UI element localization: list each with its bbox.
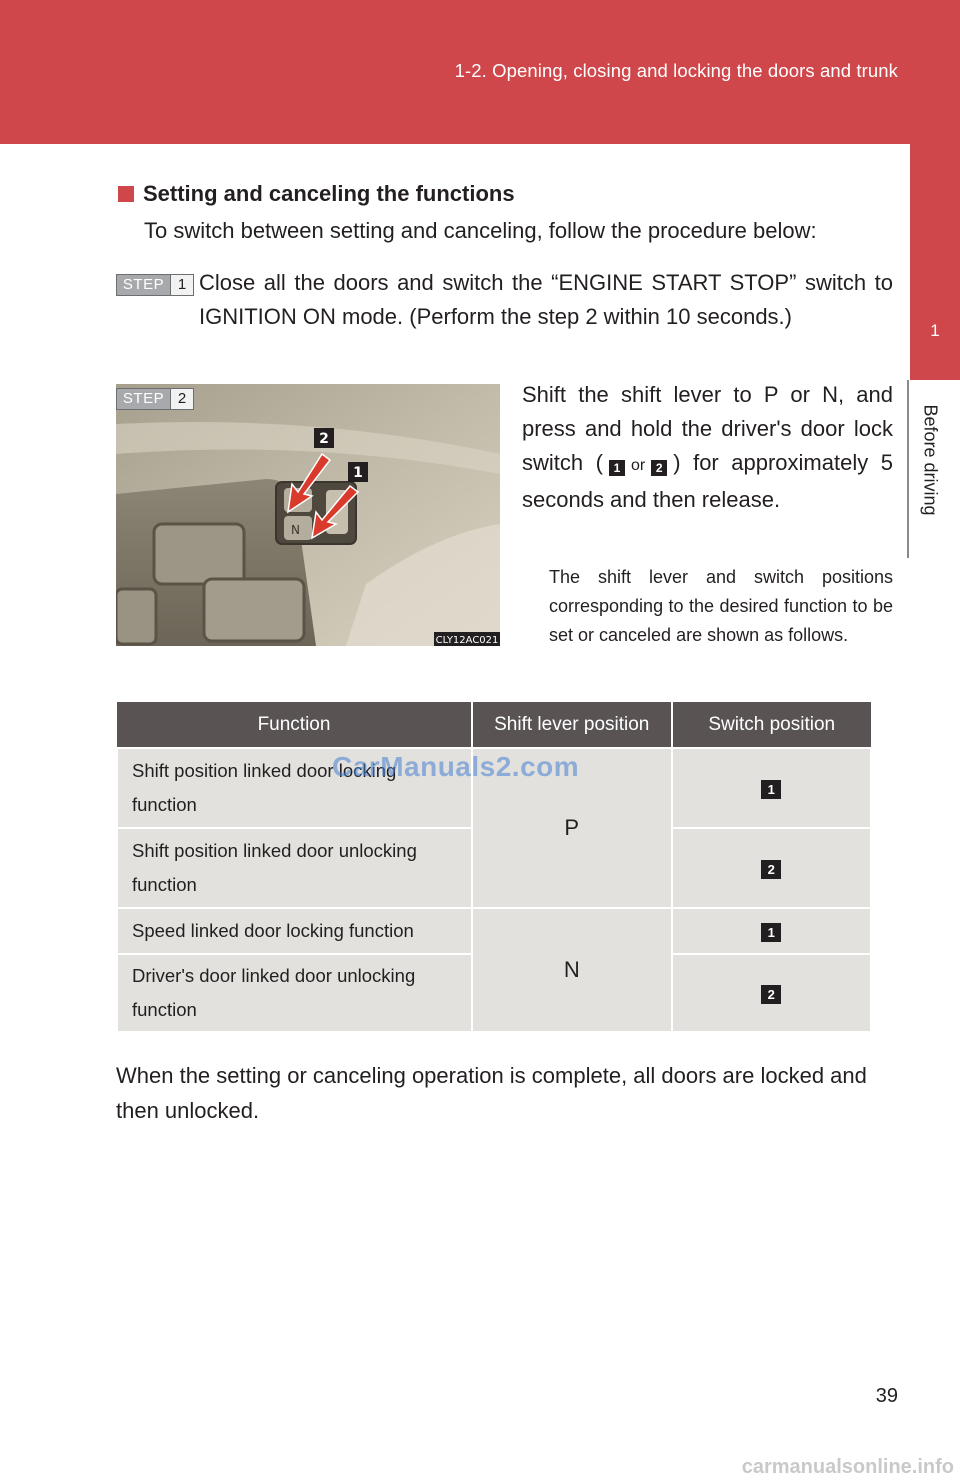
switch-letter-bottom: N <box>291 523 300 537</box>
header-switch: Switch position <box>672 702 872 748</box>
callout-2-label: 2 <box>319 431 329 447</box>
function-cell: Shift position linked door unlocking function <box>117 828 472 908</box>
step-2-label: STEP <box>117 389 170 409</box>
switch-badge: 1 <box>761 923 781 942</box>
section-heading-text: Setting and canceling the functions <box>143 181 515 206</box>
switch-cell <box>672 908 872 954</box>
door-switch-illustration <box>116 384 500 646</box>
function-cell: Driver's door linked door unlocking function <box>117 954 472 1032</box>
function-cell: Shift position linked door locking function <box>117 748 472 828</box>
function-cell: Speed linked door locking function <box>117 908 472 954</box>
switch-badge: 2 <box>761 985 781 1004</box>
heading-bullet-icon <box>118 186 134 202</box>
switch-cell <box>672 828 872 908</box>
section-heading <box>118 181 515 207</box>
chapter-tab <box>910 144 960 380</box>
footer-watermark: carmanualsonline.info <box>741 1456 954 1478</box>
page-header <box>0 0 960 144</box>
chapter-number: 1 <box>930 321 940 340</box>
step-2-text-part1: Shift the shift lever to P or N, and press and hold the driver's door lock switch ( <box>522 382 893 475</box>
switch-2-badge: 2 <box>651 460 667 476</box>
chapter-label: Before driving <box>920 404 941 516</box>
step-2-or: or <box>630 457 646 474</box>
door-switch-photo <box>116 384 500 646</box>
watermark: CarManuals2.com <box>332 751 580 782</box>
step-1-badge <box>116 274 194 296</box>
step-2-number: 2 <box>170 389 193 409</box>
page-number: 39 <box>875 1385 898 1407</box>
table-row <box>117 908 871 954</box>
step-2-text-part2: ) for approximately 5 seconds and then release. <box>522 450 893 512</box>
callout-1-label: 1 <box>353 465 363 481</box>
table-header-row <box>117 702 871 748</box>
chapter-divider <box>907 380 909 558</box>
note-text: The shift lever and switch positions corresponding to the desired function to be set or canceled are shown as follows. <box>549 567 893 645</box>
step-2-badge <box>116 388 194 410</box>
shift-position-cell: P <box>472 748 671 908</box>
step-1-text: Close all the doors and switch the “ENGINE START STOP” switch to IGNITION ON mode. (Perform the step 2 within 10 seconds.) <box>199 270 893 329</box>
step-1-number: 1 <box>170 275 193 295</box>
shift-position-cell: N <box>472 908 671 1032</box>
header-function: Function <box>117 702 472 748</box>
header-shift-lever: Shift lever position <box>472 702 671 748</box>
switch-cell <box>672 748 872 828</box>
step-2-text <box>522 378 893 517</box>
figure-code: CLY12AC021 <box>435 635 499 646</box>
switch-badge: 1 <box>761 780 781 799</box>
switch-1-badge: 1 <box>609 460 625 476</box>
step-1-label: STEP <box>117 275 170 295</box>
switch-cell <box>672 954 872 1032</box>
switch-badge: 2 <box>761 860 781 879</box>
section-intro: To switch between setting and canceling, follow the procedure below: <box>144 218 817 243</box>
section-breadcrumb: 1-2. Opening, closing and locking the doors and trunk <box>454 60 898 81</box>
closing-text: When the setting or canceling operation is complete, all doors are locked and then unlocked. <box>116 1063 867 1123</box>
